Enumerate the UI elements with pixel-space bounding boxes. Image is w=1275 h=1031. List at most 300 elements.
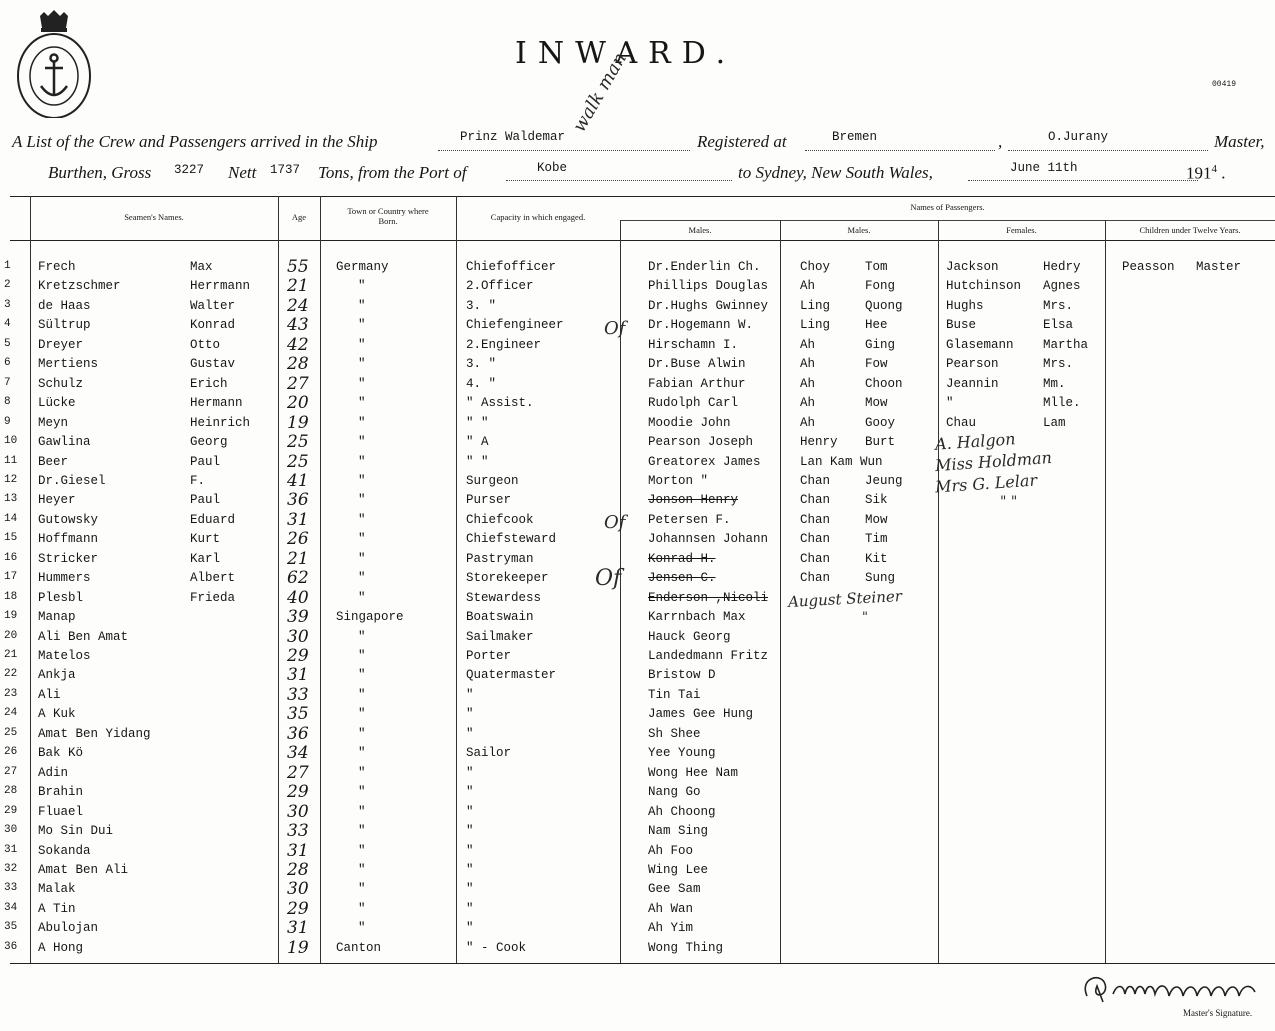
seaman-surname: Ankja xyxy=(38,668,76,683)
child-surname: Peasson xyxy=(1122,260,1175,274)
seaman-age: 28 xyxy=(287,859,309,880)
passenger-male-2-given: Tim xyxy=(865,532,888,547)
table-row xyxy=(0,295,1275,318)
capacity: " xyxy=(466,726,474,741)
table-row xyxy=(0,723,1275,746)
seaman-surname: Amat Ben Ali xyxy=(38,862,129,877)
capacity: 3. " xyxy=(466,298,497,313)
to-sydney-label: to Sydney, New South Wales, xyxy=(738,163,933,182)
table-row xyxy=(0,587,1275,610)
seaman-age: 43 xyxy=(287,315,309,336)
seaman-age: 31 xyxy=(287,918,309,939)
year-suffix: 4 xyxy=(1211,163,1217,175)
seaman-age: 19 xyxy=(287,937,309,958)
passenger-female-surname: " xyxy=(946,396,954,411)
passenger-female-given: Mrs. xyxy=(1043,298,1074,313)
capacity: " " xyxy=(466,454,489,469)
row-number: 36 xyxy=(4,940,18,953)
row-number: 21 xyxy=(4,649,18,661)
row-number: 30 xyxy=(4,824,18,837)
table-row xyxy=(0,334,1275,357)
seaman-given-name: Hermann xyxy=(190,396,243,411)
passenger-male-2-given: Fong xyxy=(865,279,896,294)
passenger-male-2-given: Sik xyxy=(865,493,888,508)
passenger-male-1: Ah Choong xyxy=(648,804,716,819)
seaman-age: 39 xyxy=(287,607,309,628)
seaman-age: 31 xyxy=(287,665,309,686)
capacity: Chiefengineer xyxy=(466,318,564,333)
capacity: Surgeon xyxy=(466,473,519,488)
passenger-male-1: Dr.Buse Alwin xyxy=(648,357,746,372)
table-row xyxy=(0,354,1275,376)
passenger-female-given: Elsa xyxy=(1043,318,1074,333)
seaman-age: 24 xyxy=(287,295,309,316)
town-born: " xyxy=(358,629,366,644)
table-row xyxy=(0,470,1275,493)
table-row xyxy=(0,821,1275,843)
passenger-male-1: Tin Tai xyxy=(648,687,701,702)
burthen-label: Burthen, Gross xyxy=(48,163,152,182)
seaman-surname: Hoffmann xyxy=(38,532,99,547)
table-row xyxy=(0,646,1275,668)
seaman-surname: Sültrup xyxy=(38,318,91,333)
seaman-surname: Beer xyxy=(38,454,69,469)
capacity: " xyxy=(466,804,474,819)
passenger-male-1: Enderson ,Nicoli xyxy=(648,590,769,605)
capacity: Quatermaster xyxy=(466,668,557,683)
seaman-surname: A Kuk xyxy=(38,707,76,722)
arrival-date: June 11th xyxy=(1010,161,1078,175)
passenger-female-surname: Chau xyxy=(946,415,977,430)
seaman-given-name: Otto xyxy=(190,337,221,352)
seaman-surname: Dr.Giesel xyxy=(38,473,106,488)
seaman-surname: Brahin xyxy=(38,785,84,800)
passenger-female-surname: Pearson xyxy=(946,357,999,372)
seaman-given-name: Konrad xyxy=(190,318,236,333)
table-row xyxy=(0,665,1275,687)
town-born: " xyxy=(358,687,366,702)
capacity: Purser xyxy=(466,493,512,508)
seaman-given-name: Herrmann xyxy=(190,279,251,294)
row-number: 5 xyxy=(4,337,11,350)
passenger-male-1: Nam Sing xyxy=(648,824,709,839)
seaman-surname: Stricker xyxy=(38,551,99,566)
town-born: " xyxy=(358,668,366,683)
seaman-given-name: Max xyxy=(190,260,213,274)
masters-signature-label: Master's Signature. xyxy=(1183,1008,1253,1018)
row-number: 4 xyxy=(4,318,11,331)
town-born: " xyxy=(358,901,366,916)
town-born: " xyxy=(358,746,366,761)
town-born: " xyxy=(358,551,366,566)
table-row xyxy=(0,412,1275,435)
row-number: 16 xyxy=(4,551,18,564)
passenger-female-given: Mm. xyxy=(1043,376,1066,391)
seaman-surname: Mertiens xyxy=(38,357,99,372)
col-age: Age xyxy=(291,212,307,222)
form-number: 00419 xyxy=(1212,80,1237,89)
passenger-male-1: Bristow D xyxy=(648,668,716,683)
seaman-given-name: Walter xyxy=(190,298,236,313)
table-row xyxy=(0,568,1275,590)
seaman-age: 34 xyxy=(287,743,309,764)
seaman-given-name: Frieda xyxy=(190,590,236,605)
seaman-age: 21 xyxy=(287,548,309,569)
seaman-age: 33 xyxy=(287,684,309,705)
table-row xyxy=(0,762,1275,785)
seaman-surname: Gutowsky xyxy=(38,512,99,527)
capacity: " xyxy=(466,901,474,916)
table-row xyxy=(0,743,1275,765)
seaman-given-name: Heinrich xyxy=(190,415,251,430)
seaman-surname: Bak Kö xyxy=(38,746,84,761)
row-number: 1 xyxy=(4,260,11,272)
table-row xyxy=(0,918,1275,940)
nett-label: Nett xyxy=(228,163,257,182)
registered-port: Bremen xyxy=(832,130,878,144)
town-born: " xyxy=(358,843,366,858)
seaman-surname: Ali Ben Amat xyxy=(38,629,129,644)
passenger-male-1: Pearson Joseph xyxy=(648,435,754,450)
passenger-male-1: James Gee Hung xyxy=(648,707,754,722)
passenger-male-2-given: Gooy xyxy=(865,415,896,430)
female-note-1: A. Halgon xyxy=(934,429,1017,454)
row-number: 18 xyxy=(4,590,18,603)
col-passenger-names: Names of Passengers. xyxy=(910,202,985,212)
passenger-male-1: Greatorex James xyxy=(648,454,761,469)
passenger-male-2-surname: Ling xyxy=(800,318,831,333)
svg-text:O.Jurany: O.Jurany xyxy=(1175,986,1180,987)
female-note-2: Miss Holdman xyxy=(934,447,1053,476)
passenger-male-1: Wong Thing xyxy=(648,940,724,955)
town-born: " xyxy=(358,279,366,294)
table-row xyxy=(0,898,1275,921)
table-row xyxy=(0,529,1275,551)
col-females: Females. xyxy=(1006,225,1037,235)
table-row xyxy=(0,276,1275,298)
row-number: 13 xyxy=(4,493,18,506)
seaman-age: 28 xyxy=(287,354,309,375)
town-born: " xyxy=(358,396,366,411)
anchor-icon xyxy=(41,55,67,97)
passenger-female-given: Mlle. xyxy=(1043,396,1081,411)
seaman-surname: A Tin xyxy=(38,901,76,916)
capacity: " xyxy=(466,687,474,702)
seaman-given-name: Erich xyxy=(190,376,228,391)
seaman-surname: Fluael xyxy=(38,804,84,819)
seaman-surname: Ali xyxy=(38,687,61,702)
seaman-age: 35 xyxy=(287,704,309,725)
from-port: Kobe xyxy=(537,161,568,175)
town-born: " xyxy=(358,765,366,780)
table-row xyxy=(0,782,1275,804)
seaman-surname: Amat Ben Yidang xyxy=(38,726,151,741)
capacity: " xyxy=(466,785,474,800)
seaman-surname: de Haas xyxy=(38,298,91,313)
passenger-male-2-surname: Henry xyxy=(800,435,838,450)
capacity: " xyxy=(466,707,474,722)
passenger-male-2-surname: Chan xyxy=(800,551,831,566)
seaman-given-name: Paul xyxy=(190,493,221,508)
seaman-surname: Malak xyxy=(38,882,76,897)
row-number: 26 xyxy=(4,746,18,759)
passenger-male-1: Jonson Henry xyxy=(648,493,739,508)
col-males-1: Males. xyxy=(688,225,712,235)
passenger-male-1: Dr.Enderlin Ch. xyxy=(648,260,761,274)
seaman-age: 33 xyxy=(287,821,309,842)
passenger-female-given: Agnes xyxy=(1043,279,1081,294)
capacity: Storekeeper xyxy=(466,571,549,586)
row-number: 20 xyxy=(4,629,18,642)
row-number: 14 xyxy=(4,512,18,525)
row-number: 17 xyxy=(4,571,18,584)
capacity: " - Cook xyxy=(466,940,527,955)
seaman-surname: Lücke xyxy=(38,396,76,411)
col-children: Children under Twelve Years. xyxy=(1139,225,1241,235)
capacity: Sailor xyxy=(466,746,512,761)
passenger-male-1: Jensen C. xyxy=(648,571,716,586)
capacity: Chiefsteward xyxy=(466,532,557,547)
seaman-age: 30 xyxy=(287,626,309,647)
passenger-male-2-given: Ging xyxy=(865,337,896,352)
seaman-age: 30 xyxy=(287,801,309,822)
ship-name: Prinz Waldemar xyxy=(460,130,566,144)
passenger-male-1: Fabian Arthur xyxy=(648,376,746,391)
capacity: Chiefofficer xyxy=(466,260,557,274)
town-born: " xyxy=(358,454,366,469)
passenger-male-1: Nang Go xyxy=(648,785,701,800)
town-born: Singapore xyxy=(336,610,404,625)
seaman-surname: Frech xyxy=(38,260,76,274)
gross-tonnage: 3227 xyxy=(174,163,205,177)
passenger-male-2-surname: Chan xyxy=(800,512,831,527)
passenger-male-2-surname: Choy xyxy=(800,260,831,274)
town-born: " xyxy=(358,298,366,313)
passenger-male-1: Ah Wan xyxy=(648,901,694,916)
row-number: 11 xyxy=(4,454,18,467)
passenger-male-2-given: Jeung xyxy=(865,473,903,488)
ship-handwritten-annotation: walk man xyxy=(568,49,632,136)
capacity: Sailmaker xyxy=(466,629,534,644)
passenger-male-1: Hirschamn I. xyxy=(648,337,739,352)
seaman-age: 41 xyxy=(287,470,309,491)
seaman-age: 29 xyxy=(287,646,309,666)
town-born: " xyxy=(358,882,366,897)
seaman-surname: Dreyer xyxy=(38,337,84,352)
female-note-3: Mrs G. Lelar xyxy=(934,470,1038,497)
town-born: " xyxy=(358,532,366,547)
passenger-male-1: Johannsen Johann xyxy=(648,532,769,547)
seaman-given-name: Gustav xyxy=(190,357,236,372)
passenger-male-1: Phillips Douglas xyxy=(648,279,769,294)
capacity: " xyxy=(466,882,474,897)
town-born: " xyxy=(358,376,366,391)
town-born: " xyxy=(358,785,366,800)
table-row xyxy=(0,879,1275,901)
row-number: 2 xyxy=(4,279,11,292)
table-row xyxy=(0,840,1275,863)
crown-icon xyxy=(40,10,68,32)
capacity: 3. " xyxy=(466,357,497,372)
seaman-given-name: F. xyxy=(190,473,206,488)
passenger-male-2-surname: Ah xyxy=(800,357,816,372)
town-born: Canton xyxy=(336,940,382,955)
table-row xyxy=(0,859,1275,882)
seaman-surname: A Hong xyxy=(38,940,84,955)
passenger-male-1: Ah Yim xyxy=(648,921,694,936)
master-signature xyxy=(1075,966,1275,1010)
passenger-male-1: Yee Young xyxy=(648,746,716,761)
table-row xyxy=(0,626,1275,649)
table-row xyxy=(0,393,1275,415)
passenger-male-1: Moodie John xyxy=(648,415,731,430)
seaman-age: 19 xyxy=(287,412,309,433)
table-row xyxy=(0,451,1275,474)
seaman-given-name: Karl xyxy=(190,551,221,566)
capacity: Porter xyxy=(466,649,512,663)
year-prefix: 191 xyxy=(1186,163,1212,183)
seaman-age: 36 xyxy=(287,723,309,744)
seaman-given-name: Albert xyxy=(190,571,236,586)
town-born: " xyxy=(358,415,366,430)
capacity: " Assist. xyxy=(466,396,534,411)
table-row xyxy=(0,801,1275,824)
passenger-male-1: Wing Lee xyxy=(648,862,709,877)
seaman-age: 25 xyxy=(287,432,309,453)
town-born: " xyxy=(358,862,366,877)
passenger-male-1: Karrnbach Max xyxy=(648,610,746,625)
table-row xyxy=(0,432,1275,454)
capacity: 4. " xyxy=(466,376,497,391)
capacity: 2.Engineer xyxy=(466,337,542,352)
table-row xyxy=(0,509,1275,532)
passenger-male-1: Hauck Georg xyxy=(648,629,731,644)
table-row xyxy=(0,704,1275,726)
seaman-surname: Heyer xyxy=(38,493,76,508)
town-born: " xyxy=(358,337,366,352)
passenger-female-given: Hedry xyxy=(1043,260,1081,274)
town-born: " xyxy=(358,512,366,527)
seaman-surname: Matelos xyxy=(38,649,91,663)
passenger-female-surname: Glasemann xyxy=(946,337,1014,352)
row-number: 25 xyxy=(4,726,18,739)
passenger-male-2-surname: Chan xyxy=(800,532,831,547)
seaman-surname: Schulz xyxy=(38,376,84,391)
town-born: " xyxy=(358,649,366,663)
passenger-male-1: Landedmann Fritz xyxy=(648,649,769,663)
town-born: " xyxy=(358,590,366,605)
initial-mark-4: Of xyxy=(604,318,626,339)
child-given: Master xyxy=(1196,260,1242,274)
registered-at-label: Registered at xyxy=(697,132,787,151)
passenger-male-1: Ah Foo xyxy=(648,843,694,858)
passenger-male-2-given: Mow xyxy=(865,396,888,411)
female-note-4: " " xyxy=(1000,494,1018,510)
seaman-age: 26 xyxy=(287,529,309,550)
master-label: Master, xyxy=(1214,132,1265,151)
row-number: 33 xyxy=(4,882,18,895)
capacity: " xyxy=(466,824,474,839)
col-males-2: Males. xyxy=(847,225,871,235)
passenger-male-1: Petersen F. xyxy=(648,512,731,527)
passenger-male-1: Konrad H. xyxy=(648,551,716,566)
table-row xyxy=(0,937,1275,960)
seaman-age: 42 xyxy=(287,334,309,355)
seaman-age: 31 xyxy=(287,509,309,530)
seaman-given-name: Eduard xyxy=(190,512,236,527)
initial-mark-17: Of xyxy=(595,566,622,591)
town-born: " xyxy=(358,435,366,450)
seaman-surname: Abulojan xyxy=(38,921,99,936)
passenger-female-surname: Hughs xyxy=(946,298,984,313)
row-number: 27 xyxy=(4,765,18,778)
passenger-male-2-given: Tom xyxy=(865,260,888,274)
town-born: " xyxy=(358,804,366,819)
seaman-age: 30 xyxy=(287,879,309,900)
passenger-male-2-given: Sung xyxy=(865,571,896,586)
row-number: 34 xyxy=(4,901,18,914)
town-born: " xyxy=(358,921,366,936)
passenger-female-given: Mrs. xyxy=(1043,357,1074,372)
row-number: 3 xyxy=(4,298,11,311)
passenger-male-2-given: Fow xyxy=(865,357,888,372)
seaman-given-name: Paul xyxy=(190,454,221,469)
town-born: " xyxy=(358,571,366,586)
row-number: 19 xyxy=(4,610,18,623)
passenger-male-2-surname: Chan xyxy=(800,493,831,508)
col-seamen-names: Seamen's Names. xyxy=(124,212,184,222)
seaman-surname: Kretzschmer xyxy=(38,279,121,294)
passenger-male-2-surname: Lan Kam Wun xyxy=(800,454,883,469)
capacity: " xyxy=(466,862,474,877)
passenger-male-1: Wong Hee Nam xyxy=(648,765,739,780)
row-number: 22 xyxy=(4,668,18,681)
passenger-male-2-surname: Ah xyxy=(800,279,816,294)
row-number: 7 xyxy=(4,376,11,389)
table-row xyxy=(0,607,1275,629)
seaman-surname: Adin xyxy=(38,765,69,780)
seaman-age: 27 xyxy=(287,762,309,783)
row-number: 32 xyxy=(4,862,18,875)
tons-from-label: Tons, from the Port of xyxy=(318,163,467,182)
row-number: 24 xyxy=(4,707,18,720)
master-name: O.Jurany xyxy=(1048,130,1109,144)
town-born: " xyxy=(358,493,366,508)
seaman-surname: Hummers xyxy=(38,571,91,586)
passenger-female-given: Lam xyxy=(1043,415,1066,430)
seaman-age: 27 xyxy=(287,373,309,394)
passenger-male-2-surname: Chan xyxy=(800,473,831,488)
passenger-male-1: Rudolph Carl xyxy=(648,396,739,411)
passenger-male-2-given: Choon xyxy=(865,376,903,391)
seaman-age: 29 xyxy=(287,898,309,919)
passenger-male-1: Gee Sam xyxy=(648,882,701,897)
row-number: 12 xyxy=(4,473,18,486)
row-number: 8 xyxy=(4,396,11,409)
table-row xyxy=(0,548,1275,571)
table-row xyxy=(0,257,1275,279)
passenger-male-2-given: Mow xyxy=(865,512,888,527)
passenger-male-1: Morton " xyxy=(648,473,709,488)
row-number: 29 xyxy=(4,804,18,817)
seaman-age: 55 xyxy=(287,257,309,277)
seaman-age: 31 xyxy=(287,840,309,861)
seaman-surname: Plesbl xyxy=(38,590,84,605)
capacity: Pastryman xyxy=(466,551,534,566)
town-born: " xyxy=(358,473,366,488)
seaman-age: 25 xyxy=(287,451,309,472)
capacity: Chiefcook xyxy=(466,512,534,527)
